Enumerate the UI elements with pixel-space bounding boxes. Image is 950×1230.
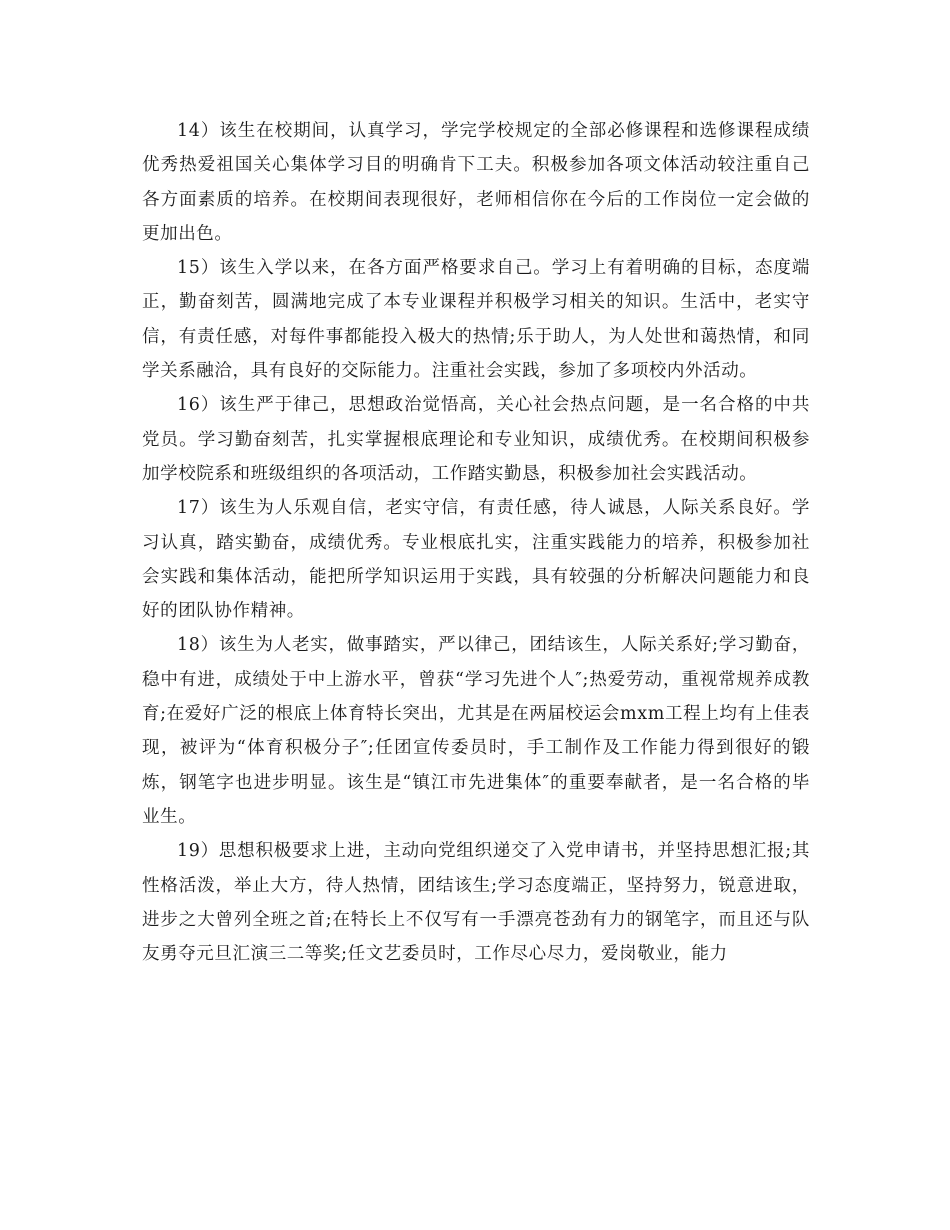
paragraph-17: 17）该生为人乐观自信，老实守信，有责任感，待人诚恳，人际关系良好。学习认真，踏实勤奋，成绩优秀。专业根底扎实，注重实践能力的培养，积极参加社会实践和集体活动，能把所学知识运用于实践，具有较强的分析解决问题能力和良好的团队协作精神。 bbox=[142, 498, 810, 622]
paragraph-18: 18）该生为人老实，做事踏实，严以律己，团结该生，人际关系好;学习勤奋，稳中有进，成绩处于中上游水平，曾获“学习先进个人″;热爱劳动，重视常规养成教育;在爱好广泛的根底上体育特长突出，尤其是在两届校运会mxm工程上均有上佳表现，被评为“体育积极分子″;任团宣传委员时，手工制作及工作能力得到很好的锻炼，钢笔字也进步明显。该生是“镇江市先进集体″的重要奉献者，是一名合格的毕业生。 bbox=[142, 635, 810, 827]
document-body bbox=[142, 114, 810, 971]
paragraph-16: 16）该生严于律己，思想政治觉悟高，关心社会热点问题，是一名合格的中共党员。学习勤奋刻苦，扎实掌握根底理论和专业知识，成绩优秀。在校期间积极参加学校院系和班级组织的各项活动，工作踏实勤恳，积极参加社会实践活动。 bbox=[142, 395, 810, 484]
paragraph-19: 19）思想积极要求上进，主动向党组织递交了入党申请书，并坚持思想汇报;其性格活泼，举止大方，待人热情，团结该生;学习态度端正，坚持努力，锐意进取，进步之大曾列全班之首;在特长上不仅写有一手漂亮苍劲有力的钢笔字，而且还与队友勇夺元旦汇演三二等奖;任文艺委员时，工作尽心尽力，爱岗敬业，能力 bbox=[142, 841, 810, 965]
paragraph-14: 14）该生在校期间，认真学习，学完学校规定的全部必修课程和选修课程成绩优秀热爱祖国关心集体学习目的明确肯下工夫。积极参加各项文体活动较注重自己各方面素质的培养。在校期间表现很好，老师相信你在今后的工作岗位一定会做的更加出色。 bbox=[142, 121, 810, 244]
paragraph-15: 15）该生入学以来，在各方面严格要求自己。学习上有着明确的目标，态度端正，勤奋刻苦，圆满地完成了本专业课程并积极学习相关的知识。生活中，老实守信，有责任感，对每件事都能投入极大的热情;乐于助人，为人处世和蔼热情，和同学关系融洽，具有良好的交际能力。注重社会实践，参加了多项校内外活动。 bbox=[142, 258, 810, 382]
